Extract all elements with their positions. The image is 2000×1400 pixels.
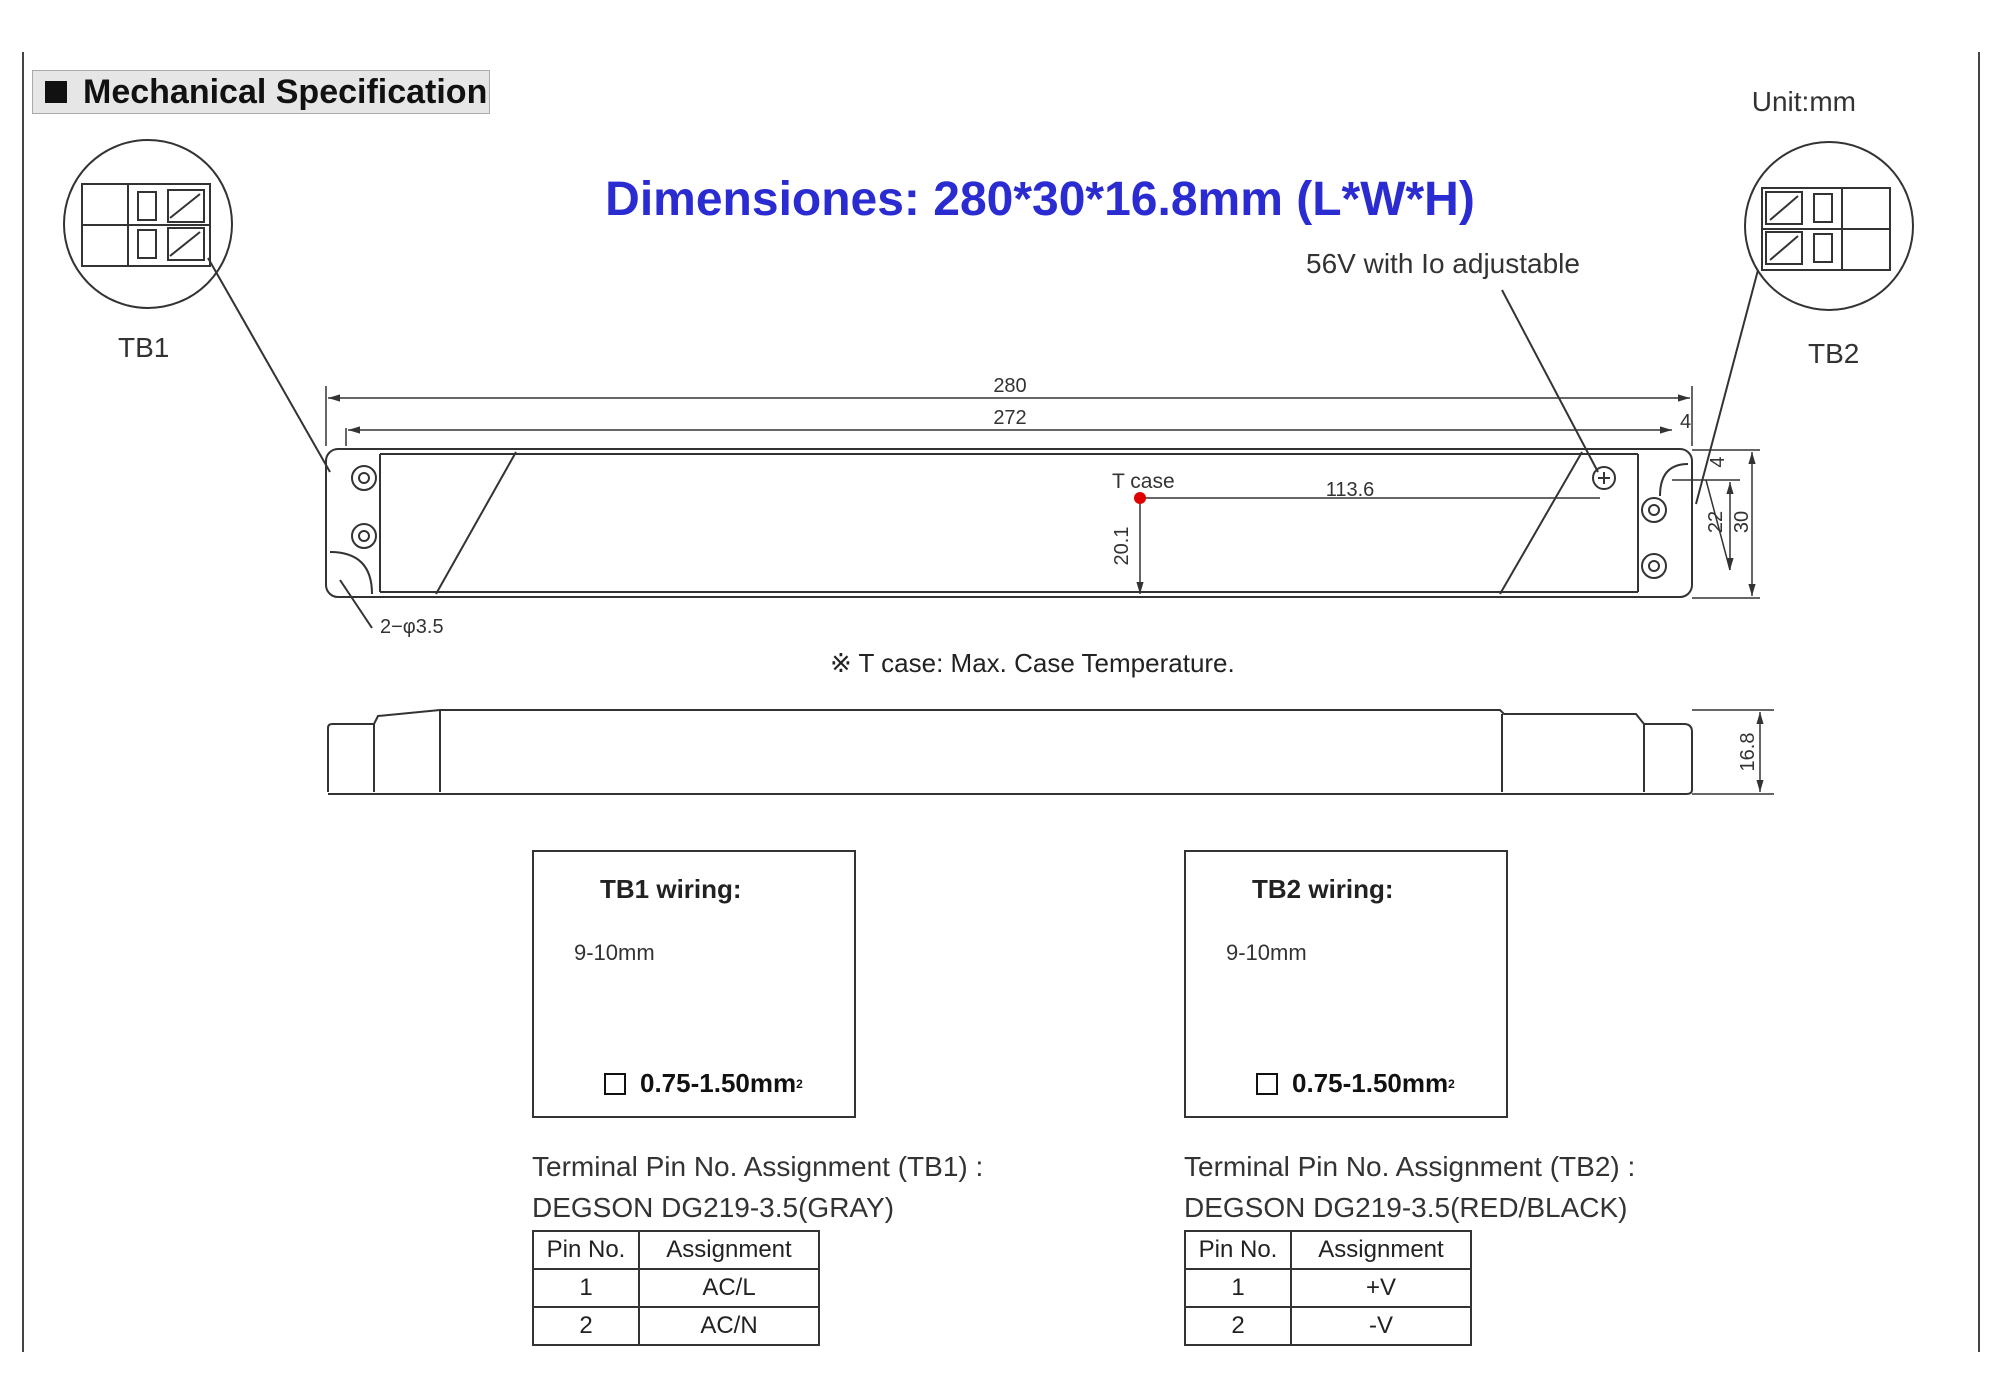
tcase-dot bbox=[1134, 492, 1146, 504]
tb2-wire-size bbox=[1256, 1068, 1455, 1099]
tb1-assignment-text bbox=[532, 1146, 983, 1228]
tb2-assignment-text bbox=[1184, 1146, 1635, 1228]
tb1-assign-line2: DEGSON DG219-3.5(GRAY) bbox=[532, 1192, 895, 1223]
table-header-row bbox=[533, 1231, 819, 1269]
tb2-wire-size-text: 0.75-1.50mm bbox=[1292, 1068, 1449, 1098]
table-cell: +V bbox=[1291, 1269, 1471, 1307]
tb2-wiring-box bbox=[1184, 850, 1508, 1118]
table-cell: AC/L bbox=[639, 1269, 819, 1307]
tb1-assign-line1: Terminal Pin No. Assignment (TB1) : bbox=[532, 1151, 984, 1182]
dim-edge-4a: 4 bbox=[1680, 411, 1692, 433]
table-header: Assignment bbox=[1291, 1231, 1471, 1269]
tb2-wire-size-sup: 2 bbox=[1448, 1076, 1455, 1091]
dimensions-title: Dimensiones: 280*30*16.8mm (L*W*H) bbox=[605, 173, 1475, 226]
dim-length-inner: 272 bbox=[993, 407, 1027, 429]
tb1-wire-size bbox=[604, 1068, 803, 1099]
checkbox-icon bbox=[604, 1073, 626, 1095]
dim-width-inner: 22 bbox=[1705, 510, 1727, 534]
tb2-assign-line1: Terminal Pin No. Assignment (TB2) : bbox=[1184, 1151, 1636, 1182]
tb1-wiring-box bbox=[532, 850, 856, 1118]
dim-length-total: 280 bbox=[993, 375, 1027, 397]
tcase-note: ※ T case: Max. Case Temperature. bbox=[830, 648, 1235, 678]
table-cell: -V bbox=[1291, 1307, 1471, 1345]
dim-height: 16.8 bbox=[1737, 732, 1759, 772]
table-row bbox=[533, 1307, 819, 1345]
dim-tcase-x: 113.6 bbox=[1325, 479, 1375, 501]
tb2-strip-length: 9-10mm bbox=[1226, 940, 1307, 965]
dim-edge-4b: 4 bbox=[1707, 456, 1729, 468]
table-row bbox=[1185, 1307, 1471, 1345]
tb2-assign-line2: DEGSON DG219-3.5(RED/BLACK) bbox=[1184, 1192, 1628, 1223]
unit-label: Unit:mm bbox=[1751, 86, 1856, 117]
tb1-detail-circle bbox=[64, 140, 330, 472]
tb2-pin-table bbox=[1184, 1230, 1472, 1346]
tb1-strip-length: 9-10mm bbox=[574, 940, 655, 965]
table-header: Pin No. bbox=[1185, 1231, 1291, 1269]
dim-tcase-y: 20.1 bbox=[1111, 526, 1133, 566]
table-cell: 2 bbox=[1185, 1307, 1291, 1345]
mount-holes-label: 2−φ3.5 bbox=[380, 616, 444, 638]
side-view bbox=[328, 710, 1774, 794]
tb1-wire-size-sup: 2 bbox=[796, 1076, 803, 1091]
tb1-pin-table bbox=[532, 1230, 820, 1346]
table-cell: 2 bbox=[533, 1307, 639, 1345]
table-header: Assignment bbox=[639, 1231, 819, 1269]
section-title: Mechanical Specification bbox=[83, 72, 488, 111]
table-cell: 1 bbox=[1185, 1269, 1291, 1307]
table-cell: AC/N bbox=[639, 1307, 819, 1345]
table-row bbox=[533, 1269, 819, 1307]
tb1-label: TB1 bbox=[118, 332, 170, 363]
table-header: Pin No. bbox=[533, 1231, 639, 1269]
tb1-wire-size-text: 0.75-1.50mm bbox=[640, 1068, 797, 1098]
tb2-label: TB2 bbox=[1808, 338, 1860, 369]
dim-tcase-label: T case bbox=[1112, 470, 1175, 493]
table-cell: 1 bbox=[533, 1269, 639, 1307]
adjust-note: 56V with Io adjustable bbox=[1306, 248, 1580, 279]
dimension-lines bbox=[326, 386, 1760, 598]
tb1-wiring-title: TB1 wiring: bbox=[600, 874, 742, 904]
tb2-wiring-title: TB2 wiring: bbox=[1252, 874, 1394, 904]
table-row bbox=[1185, 1269, 1471, 1307]
table-header-row bbox=[1185, 1231, 1471, 1269]
dim-width-total: 30 bbox=[1731, 510, 1753, 534]
top-view bbox=[326, 290, 1692, 628]
checkbox-icon bbox=[1256, 1073, 1278, 1095]
